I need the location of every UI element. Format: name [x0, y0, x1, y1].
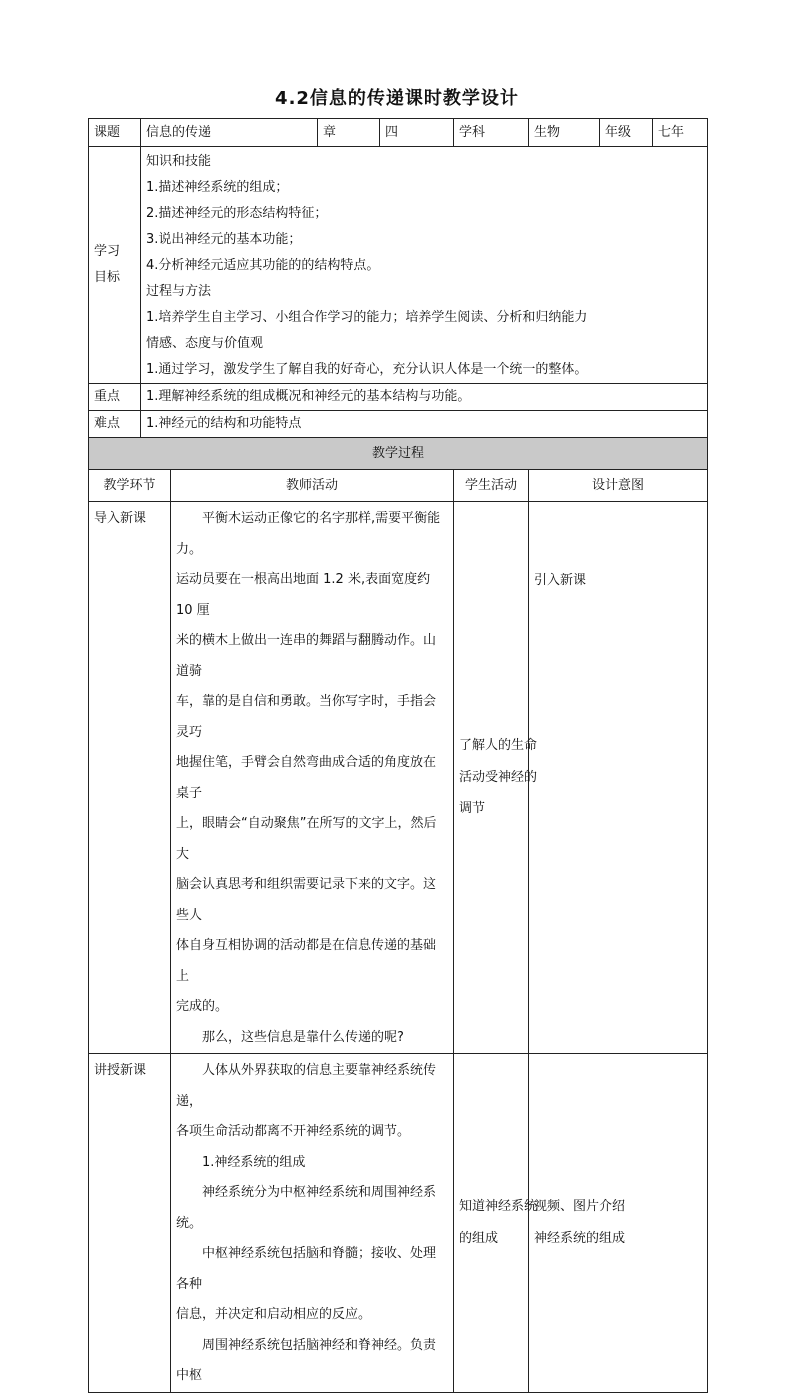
teacher-line: 体自身互相协调的活动都是在信息传递的基础上: [176, 938, 437, 984]
chapter-value: 四: [380, 119, 454, 147]
teacher-activity: [171, 502, 454, 1054]
goal-line: 2.描述神经元的形态结构特征；: [146, 206, 328, 221]
student-activity: [454, 1054, 538, 1393]
teacher-line: 上，眼睛会“自动聚焦”在所写的文字上，然后大: [176, 816, 437, 862]
column-student: 学生活动: [454, 470, 529, 502]
goals-row: [89, 147, 708, 384]
teacher-line: 人体从外界获取的信息主要靠神经系统传递，: [176, 1063, 437, 1109]
difficulty-text: 1.神经元的结构和功能特点: [141, 411, 708, 438]
student-activity: [454, 502, 538, 1054]
key-point-label: 重点: [89, 384, 141, 411]
goal-line: 1.通过学习，激发学生了解自我的好奇心，充分认识人体是一个统一的整体。: [146, 362, 588, 377]
teacher-line: 脑会认真思考和组织需要记录下来的文字。这些人: [176, 877, 437, 923]
teacher-line: 米的横木上做出一连串的舞蹈与翻腾动作。山道骑: [176, 633, 437, 679]
teacher-line: 平衡木运动正像它的名字那样,需要平衡能力。: [176, 511, 441, 557]
intent-line: 视频、图片介绍: [534, 1199, 626, 1215]
goal-line: 情感、态度与价值观: [146, 336, 264, 351]
topic-value: 信息的传递: [141, 119, 318, 147]
goals-content: [141, 147, 708, 384]
teacher-line: 1.神经系统的组成: [202, 1154, 306, 1170]
teacher-line: 车，靠的是自信和勇敢。当你写字时，手指会灵巧: [176, 694, 437, 740]
goal-line: 过程与方法: [146, 284, 212, 299]
grade-label: 年级: [600, 119, 653, 147]
teacher-line: 地握住笔，手臂会自然弯曲成合适的角度放在桌子: [176, 755, 437, 801]
teacher-line: 那么，这些信息是靠什么传递的呢?: [202, 1029, 404, 1045]
topic-label: 课题: [89, 119, 141, 147]
goals-label: [89, 147, 141, 384]
chapter-label: 章: [318, 119, 380, 147]
goal-line: 1.培养学生自主学习、小组合作学习的能力；培养学生阅读、分析和归纳能力: [146, 310, 588, 325]
goal-line: 4.分析神经元适应其功能的的结构特点。: [146, 258, 380, 273]
column-intent: 设计意图: [529, 470, 708, 502]
topic-row: [89, 119, 708, 147]
subject-label: 学科: [454, 119, 529, 147]
goals-label-line2: 目标: [94, 270, 121, 285]
teacher-line: 完成的。: [176, 999, 229, 1014]
subject-value: 生物: [529, 119, 600, 147]
teacher-line: 中枢神经系统包括脑和脊髓；接收、处理各种: [176, 1246, 437, 1292]
teacher-line: 信息，并决定和启动相应的反应。: [176, 1307, 372, 1322]
grade-value: 七年: [653, 119, 708, 147]
design-intent: [529, 1054, 708, 1393]
student-line: 了解人的生命: [459, 738, 538, 754]
column-stage: 教学环节: [89, 470, 171, 502]
teacher-line: 运动员要在一根高出地面 1.2 米,表面宽度约 10 厘: [176, 572, 431, 618]
student-line: 知道神经系统: [459, 1199, 538, 1215]
column-teacher: 教师活动: [171, 470, 454, 502]
process-header: 教学过程: [89, 438, 708, 470]
goal-line: 知识和技能: [146, 154, 212, 169]
process-row-lecture: [89, 1054, 708, 1393]
teacher-activity: [171, 1054, 454, 1393]
process-row-intro: [89, 502, 708, 1054]
student-line: 活动受神经的: [459, 769, 538, 785]
goal-line: 1.描述神经系统的组成；: [146, 180, 289, 195]
design-intent: 引入新课: [529, 502, 708, 1054]
teacher-line: 周围神经系统包括脑神经和脊神经。负责中枢: [176, 1337, 437, 1383]
process-header-row: [89, 438, 708, 470]
goal-line: 3.说出神经元的基本功能；: [146, 232, 302, 247]
key-point-row: [89, 384, 708, 411]
process-columns-row: [89, 470, 708, 502]
key-point-text: 1.理解神经系统的组成概况和神经元的基本结构与功能。: [141, 384, 708, 411]
lesson-plan-table: [88, 118, 708, 1393]
difficulty-label: 难点: [89, 411, 141, 438]
stage-cell: 讲授新课: [89, 1054, 171, 1393]
stage-cell: 导入新课: [89, 502, 171, 1054]
difficulty-row: [89, 411, 708, 438]
intent-line: 神经系统的组成: [534, 1230, 626, 1246]
student-line: 调节: [459, 801, 486, 817]
teacher-line: 各项生命活动都离不开神经系统的调节。: [176, 1124, 411, 1139]
goals-label-line1: 学习: [94, 244, 121, 259]
student-line: 的组成: [459, 1230, 499, 1246]
teacher-line: 神经系统分为中枢神经系统和周围神经系统。: [176, 1185, 437, 1231]
page-title: 4.2信息的传递课时教学设计: [275, 88, 519, 109]
